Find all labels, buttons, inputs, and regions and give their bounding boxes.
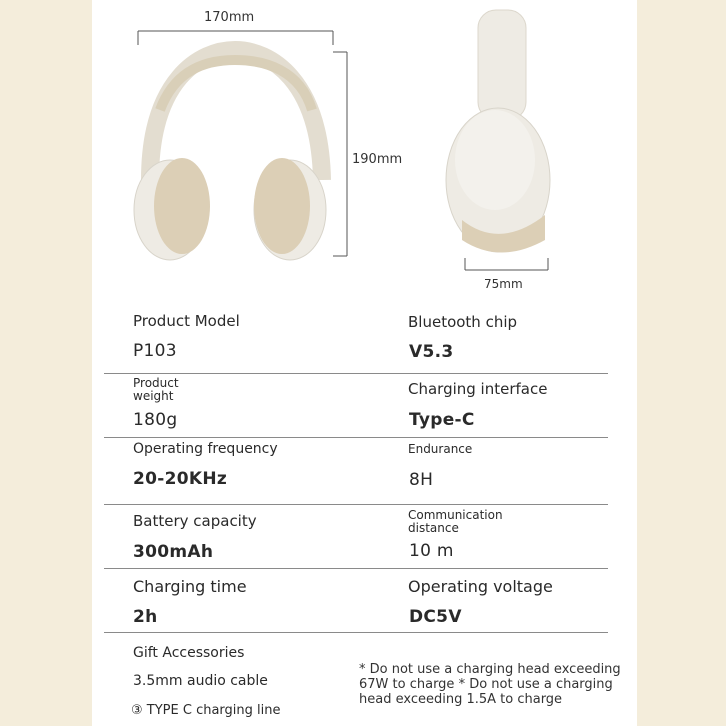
spec-label-voltage: Operating voltage — [408, 577, 553, 596]
headband-side — [478, 10, 526, 120]
spec-label-frequency: Operating frequency — [133, 441, 278, 457]
spec-label-endurance: Endurance — [408, 442, 473, 456]
accessories-title: Gift Accessories — [133, 645, 245, 661]
height-dimension: 190mm — [352, 152, 403, 167]
spec-value-distance: 10 m — [409, 541, 454, 561]
depth-dimension: 75mm — [484, 277, 523, 291]
spec-value-model: P103 — [133, 341, 177, 361]
spec-value-weight: 180g — [133, 410, 178, 430]
accessory-audio-cable: 3.5mm audio cable — [133, 673, 268, 689]
right-ear-pad — [254, 158, 310, 254]
spec-value-frequency: 20-20KHz — [133, 469, 228, 489]
spec-label-weight: Product weight — [133, 376, 179, 403]
spec-label-battery: Battery capacity — [133, 512, 257, 530]
divider — [104, 632, 608, 633]
spec-label-charging-interface: Charging interface — [408, 380, 548, 398]
spec-label-bluetooth: Bluetooth chip — [408, 313, 518, 331]
width-dimension: 170mm — [204, 10, 255, 25]
accessory-charging-line-label: TYPE C charging line — [146, 703, 281, 718]
spec-label-model: Product Model — [133, 312, 240, 330]
spec-value-voltage: DC5V — [409, 607, 462, 627]
spec-value-battery: 300mAh — [133, 542, 214, 562]
divider — [104, 373, 608, 374]
spec-value-charging-time: 2h — [133, 607, 158, 627]
spec-value-bluetooth: V5.3 — [409, 342, 454, 362]
accessory-charging-line — [131, 703, 281, 718]
divider — [104, 504, 608, 505]
left-ear-pad — [154, 158, 210, 254]
divider — [104, 568, 608, 569]
spec-value-endurance: 8H — [409, 470, 434, 490]
list-marker: ③ — [131, 703, 143, 718]
spec-label-charging-time: Charging time — [133, 577, 247, 596]
charging-warning-note: * Do not use a charging head exceeding 67W to charge * Do not use a charging head exceeding 1.5A to charge — [359, 662, 621, 707]
divider — [104, 437, 608, 438]
spec-value-charging-interface: Type-C — [409, 410, 475, 430]
spec-label-distance: Communication distance — [408, 508, 503, 535]
